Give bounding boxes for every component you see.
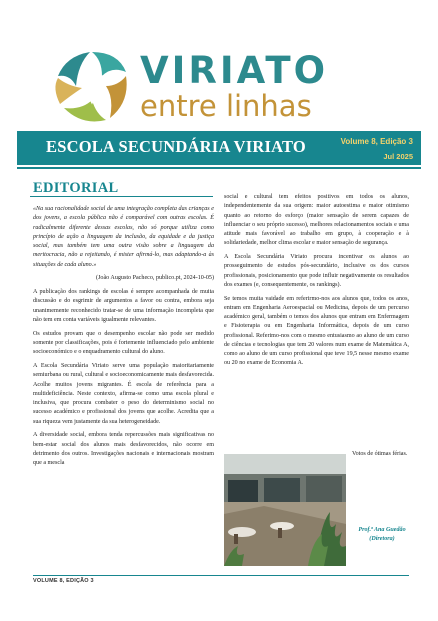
issue-date: Jul 2025 [383,152,413,161]
title-banner [17,131,421,165]
banner-divider [17,167,421,169]
edition-label: Volume 8, Edição 3 [340,137,413,146]
paragraph: Se temos muita vaidade em referirmo-nos aos alunos que, todos os anos, entram em Engenharia Aeroespacial ou Medicina, depois de um percurso académico geral, também o temos dos alunos que entram em Enfermagem e Fisioterapia ou em Engenharia Informática, depois de um curso profissional. Referimo-nos com o mesmo entusiasmo ao aluno de um curso de ciências e tecnologias que tem 20 valores num exame de Matemática A, como ao aluno de um curso profissional que teve 19,5 nesse mesmo exame ou 20 no exame de Economia A. [224,295,409,367]
paragraph: social e cultural tem efeitos positivos em todos os alunos, independentemente da sua origem: maior autoestima e maior otimismo quanto ao retorno do esforço (maior sensação de serem capazes de influenciar o seu próprio sucesso), melhores relacionamentos sociais e uma atitude mais favorável ao trabalho em grupo, à cooperação e à solidariedade, melhor clima escolar e maior sensação de segurança. [224,194,409,247]
paragraph: A Escola Secundária Viriato serve uma população maioritariamente semiurbana ou rural, cultural e socioeconomicamente mais desfavorecida. Acolhe muitos jovens migrantes. É escola de referência para a multideficiência. Neste contexto, afirma-se como uma escola plural e inclusiva, que procura combater o peso do determinismo social no sucesso académico e profissional dos jovens que acolhe. Acredita que a sua riqueza vem justamente da sua heterogeneidade. [33,363,214,425]
paragraph: A publicação dos rankings de escolas é sempre acompanhada de muita discussão e do esgrimir de argumentos a favor ou contra, embora seja unanimemente reconhecido tratar-se de uma informação incompleta que não tem em conta variáveis igualmente relevantes. [33,289,214,323]
paragraph: A Escola Secundária Viriato procura incentivar os alunos ao prosseguimento de estudos pós-secundário, inclusive os dos cursos profissionais, posicionamento que pode influir negativamente os resultados dos exames (e, consequentemente, os rankings). [224,254,409,288]
left-column [33,205,214,473]
paragraph: Os estudos provam que o desempenho escolar não pode ser medido somente por classificações, pois é fortemente influenciado pelo ambiente socioeconómico e o enquadramento cultural do aluno. [33,330,214,356]
author-signature: Prof.ª Ana Guedão (Diretora) [358,527,406,543]
quote-source: (João Augusto Pacheco, publico.pt, 2024-10-05) [96,275,214,282]
footer-label: VOLUME 8, EDIÇÃO 3 [33,578,94,584]
right-column [224,193,409,373]
school-courtyard-photo [224,454,346,566]
school-name: ESCOLA SECUNDÁRIA VIRIATO [46,137,306,156]
logo-wordmark: VIRIATO [140,49,329,92]
footer-divider [33,575,409,576]
logo-emblem-icon [52,46,132,126]
epigraph-quote: «Na sua racionalidade social de uma integração completa das crianças e dos jovens, a escola pública não é comparável com outras escolas. É radicalmente diferente dessas escolas, não só porque utiliza como princípio de ação a linguagem da inclusão, da equidade e da justiça social, mas também tem uma outra visão sobre a linguagem da meritocracia, não a rejeitando, é mister afirmá-lo, mas adaptando-a às situações de cada aluno.» [33,206,214,268]
section-divider [30,196,213,197]
viriato-logo [52,46,382,126]
photo-caption: Votos de ótimas férias. [352,451,408,457]
paragraph: A diversidade social, embora tenda repercussões mais significativas no bem-estar social dos alunos mais desfavorecidos, não ocorre em detrimento dos outros. Investigações nacionais e internacionais mostram que a mescla [33,432,214,467]
logo-tagline: entre linhas [140,89,312,123]
section-title: EDITORIAL [33,180,119,196]
